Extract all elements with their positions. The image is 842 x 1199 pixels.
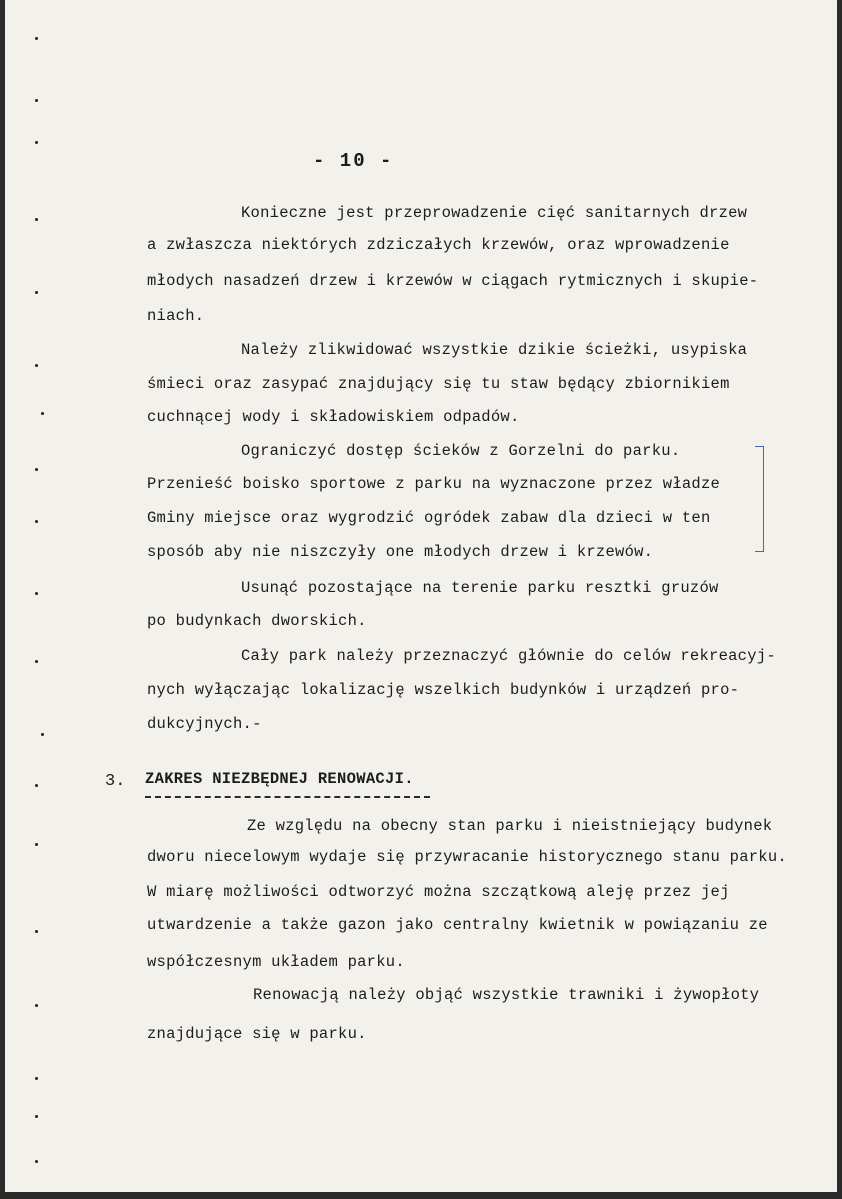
punch-mark xyxy=(35,1004,38,1007)
punch-mark xyxy=(35,1115,38,1118)
section-number: 3. xyxy=(105,772,126,791)
punch-mark xyxy=(35,843,38,846)
text-line: dukcyjnych.- xyxy=(147,715,262,733)
text-line: Konieczne jest przeprowadzenie cięć sanitarnych drzew xyxy=(241,204,748,222)
punch-mark xyxy=(35,520,38,523)
text-line: niach. xyxy=(147,307,205,325)
punch-mark xyxy=(35,1077,38,1080)
punch-mark xyxy=(35,364,38,367)
text-line: znajdujące się w parku. xyxy=(147,1025,367,1043)
document-page xyxy=(5,0,837,1192)
punch-mark xyxy=(35,291,38,294)
text-line: Ograniczyć dostęp ścieków z Gorzelni do parku. xyxy=(241,442,681,460)
punch-mark xyxy=(35,141,38,144)
text-line: Gminy miejsce oraz wygrodzić ogródek zabaw dla dzieci w ten xyxy=(147,509,711,527)
margin-bracket xyxy=(755,446,764,552)
text-line: Przenieść boisko sportowe z parku na wyznaczone przez władze xyxy=(147,475,721,493)
punch-mark xyxy=(35,660,38,663)
section-heading: ZAKRES NIEZBĘDNEJ RENOWACJI. xyxy=(145,770,414,788)
punch-mark xyxy=(35,218,38,221)
punch-mark xyxy=(35,99,38,102)
text-line: Ze względu na obecny stan parku i nieistniejący budynek xyxy=(247,817,773,835)
text-line: nych wyłączając lokalizację wszelkich budynków i urządzeń pro- xyxy=(147,681,740,699)
punch-mark xyxy=(35,930,38,933)
text-line: Renowacją należy objąć wszystkie trawniki i żywopłoty xyxy=(253,986,760,1004)
text-line: śmieci oraz zasypać znajdujący się tu staw będący zbiornikiem xyxy=(147,375,730,393)
punch-mark xyxy=(41,733,44,736)
text-line: a zwłaszcza niektórych zdziczałych krzewów, oraz wprowadzenie xyxy=(147,236,730,254)
text-line: sposób aby nie niszczyły one młodych drzew i krzewów. xyxy=(147,543,654,561)
punch-mark xyxy=(41,412,44,415)
text-line: cuchnącej wody i składowiskiem odpadów. xyxy=(147,408,520,426)
text-line: współczesnym układem parku. xyxy=(147,953,405,971)
punch-mark xyxy=(35,37,38,40)
text-line: dworu niecelowym wydaje się przywracanie historycznego stanu parku. xyxy=(147,848,787,866)
heading-underline xyxy=(145,796,430,798)
text-line: Cały park należy przeznaczyć głównie do celów rekreacyj- xyxy=(241,647,776,665)
text-line: W miarę możliwości odtworzyć można szczątkową aleję przez jej xyxy=(147,883,730,901)
punch-mark xyxy=(35,468,38,471)
text-line: utwardzenie a także gazon jako centralny kwietnik w powiązaniu ze xyxy=(147,916,768,934)
text-line: Usunąć pozostające na terenie parku resztki gruzów xyxy=(241,579,719,597)
text-line: Należy zlikwidować wszystkie dzikie ścieżki, usypiska xyxy=(241,341,748,359)
punch-mark xyxy=(35,1160,38,1163)
punch-mark xyxy=(35,784,38,787)
punch-mark xyxy=(35,592,38,595)
page-number: - 10 - xyxy=(313,150,394,172)
text-line: po budynkach dworskich. xyxy=(147,612,367,630)
text-line: młodych nasadzeń drzew i krzewów w ciągach rytmicznych i skupie- xyxy=(147,272,759,290)
